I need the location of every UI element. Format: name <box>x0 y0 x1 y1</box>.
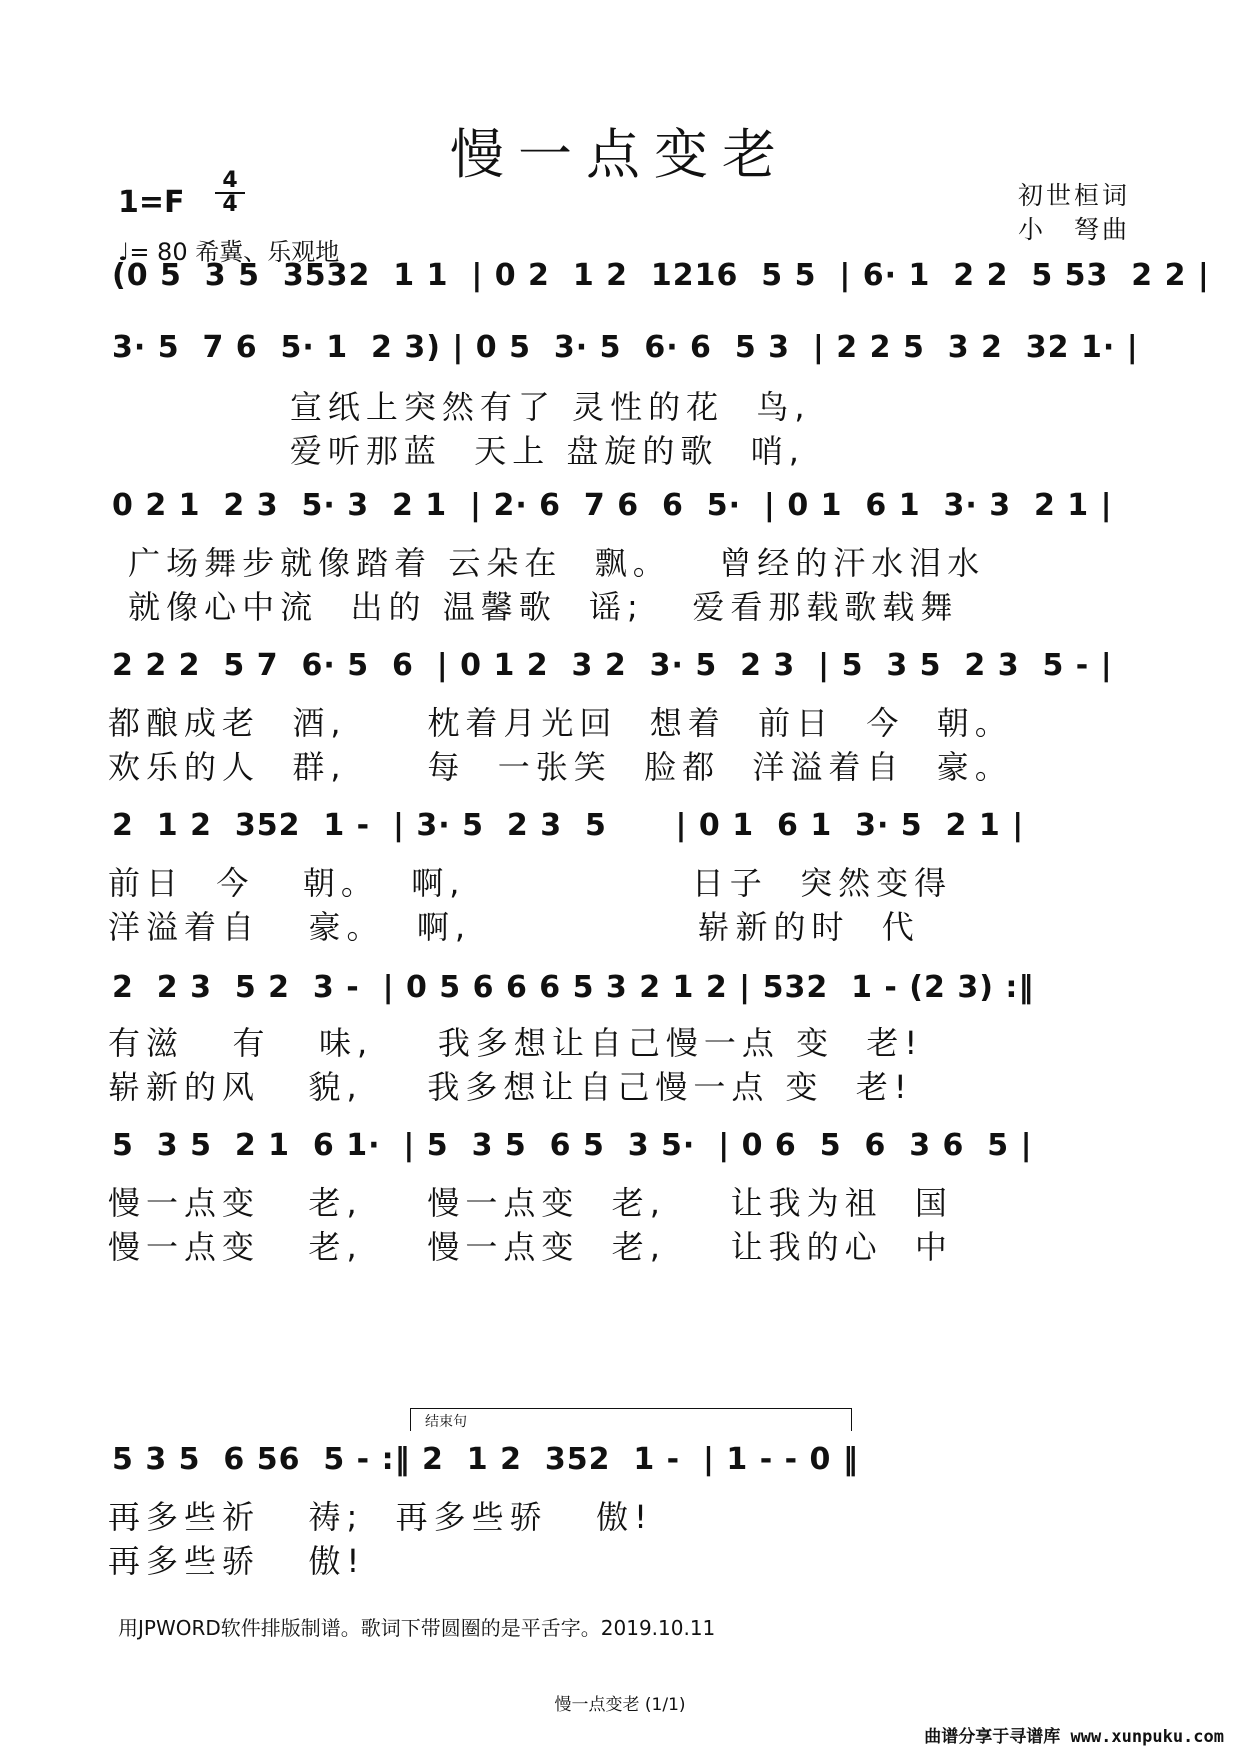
time-signature <box>215 170 245 216</box>
system-1-notes: (0 5 3 5 3532 1 1 | 0 2 1 2 1216 5 5 | 6· 1 2 2 5 53 2 2 | <box>112 258 1210 293</box>
key-signature: 1=F <box>118 185 185 220</box>
composer-credit: 小 弩曲 <box>1017 215 1130 244</box>
system-4-lyric-1: 都酿成老 酒, 枕着月光回 想着 前日 今 朝。 <box>108 704 1013 742</box>
system-7-lyric-1: 慢一点变 老, 慢一点变 老, 让我为祖 国 <box>108 1184 953 1222</box>
system-8-lyric-1: 再多些祈 祷; 再多些骄 傲! <box>108 1498 653 1536</box>
time-signature-top: 4 <box>215 170 245 194</box>
system-6-lyric-1: 有滋 有 味, 我多想让自己慢一点 变 老! <box>108 1024 924 1062</box>
system-3-lyric-2: 就像心中流 出的 温馨歌 谣; 爱看那载歌载舞 <box>112 588 959 626</box>
footer-note: 用JPWORD软件排版制谱。歌词下带圆圈的是平舌字。2019.10.11 <box>118 1616 716 1640</box>
lyricist-credit: 初世桓词 <box>1017 181 1130 210</box>
tempo-marking: ♩= 80 希冀、乐观地 <box>118 238 340 266</box>
system-2-notes: 3· 5 7 6 5· 1 2 3) | 0 5 3· 5 6· 6 5 3 | 2 2 5 3 2 32 1· | <box>112 330 1139 365</box>
system-3-lyric-1: 广场舞步就像踏着 云朵在 飘。 曾经的汗水泪水 <box>112 544 986 582</box>
system-5-lyric-2: 洋溢着自 豪。 啊, 崭新的时 代 <box>108 908 920 946</box>
system-7-lyric-2: 慢一点变 老, 慢一点变 老, 让我的心 中 <box>108 1228 953 1266</box>
system-3-notes: 0 2 1 2 3 5· 3 2 1 | 2· 6 7 6 6 5· | 0 1 6 1 3· 3 2 1 | <box>112 488 1113 523</box>
system-8-notes: 5 3 5 6 56 5 - :‖ 2 1 2 352 1 - | 1 - - 0 ‖ <box>112 1442 859 1477</box>
system-8-lyric-2: 再多些骄 傲! <box>108 1542 366 1580</box>
time-signature-bottom: 4 <box>222 192 238 217</box>
system-5-lyric-1: 前日 今 朝。 啊, 日子 突然变得 <box>108 864 953 902</box>
system-2-lyric-1: 宣纸上突然有了 灵性的花 鸟, <box>112 388 811 426</box>
site-credit: 曲谱分享于寻谱库 www.xunpuku.com <box>924 1727 1224 1747</box>
system-7-notes: 5 3 5 2 1 6 1· | 5 3 5 6 5 3 5· | 0 6 5 6 3 6 5 | <box>112 1128 1033 1163</box>
page-title: 慢一点变老 <box>450 123 790 186</box>
system-6-notes: 2 2 3 5 2 3 - | 0 5 6 6 6 5 3 2 1 2 | 532 1 - (2 3) :‖ <box>112 970 1035 1005</box>
ending-bracket <box>410 1408 852 1431</box>
page-footer: 慢一点变老 (1/1) <box>554 1695 686 1715</box>
system-4-lyric-2: 欢乐的人 群, 每 一张笑 脸都 洋溢着自 豪。 <box>108 748 1013 786</box>
system-4-notes: 2 2 2 5 7 6· 5 6 | 0 1 2 3 2 3· 5 2 3 | 5 3 5 2 3 5 - | <box>112 648 1113 683</box>
system-6-lyric-2: 崭新的风 貌, 我多想让自己慢一点 变 老! <box>108 1068 913 1106</box>
system-2-lyric-2: 爱听那蓝 天上 盘旋的歌 哨, <box>112 432 805 470</box>
system-5-notes: 2 1 2 352 1 - | 3· 5 2 3 5 | 0 1 6 1 3· 5 2 1 | <box>112 808 1025 843</box>
ending-label: 结束句 <box>425 1414 467 1430</box>
